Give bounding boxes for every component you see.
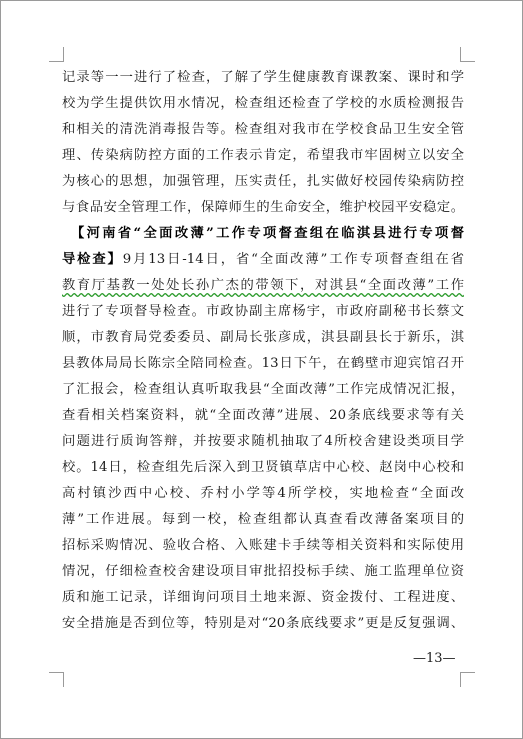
page-number: —13— xyxy=(413,651,456,666)
heading-text-end: 导检查】 xyxy=(62,252,123,267)
text-line-20: 情况，仔细检查校舍建设项目审批招投标手续、施工监理单位资 xyxy=(62,564,464,579)
spellcheck-underline: 教育厅基教一处处长孙广杰的带领下，对淇县“全面改薄”工作 xyxy=(62,278,464,293)
text-line-12: 县教体局局长陈宗全陪同检查。13日下午，在鹤壁市迎宾馆召开 xyxy=(62,356,464,371)
text-line-4: 理、传染病防控方面的工作表示肯定，希望我市牢固树立以安全 xyxy=(62,148,464,163)
text-line-2: 校为学生提供饮用水情况，检查组还检查了学校的水质检测报告 xyxy=(62,96,464,111)
heading-text: 【河南省“全面改薄”工作专项督查组在临淇县进行专项督 xyxy=(62,226,464,241)
body-text xyxy=(62,65,464,637)
text-line-14: 查看相关档案资料，就“全面改薄”进展、20条底线要求等有关 xyxy=(62,408,464,423)
text-line-17: 高村镇沙西中心校、乔村小学等4所学校，实地检查“全面改 xyxy=(62,486,464,501)
text-line-1: 记录等一一进行了检查，了解了学生健康教育课教案、课时和学 xyxy=(62,70,464,85)
text-line-3: 和相关的清洗消毒报告等。检查组对我市在学校食品卫生安全管 xyxy=(62,122,464,137)
text-line-22: 安全措施是否到位等，特别是对“20条底线要求”更是反复强调、 xyxy=(62,616,464,631)
crop-mark-bottom-right xyxy=(460,672,475,687)
crop-mark-top-left xyxy=(49,47,64,62)
section-heading xyxy=(62,221,464,247)
text-line-9 xyxy=(62,273,464,299)
text-line-5: 为核心的思想，加强管理，压实责任，扎实做好校园传染病防控 xyxy=(62,174,464,189)
text-line-6: 与食品安全管理工作，保障师生的生命安全，维护校园平安稳定。 xyxy=(62,200,464,215)
text-line-11: 顺，市教育局党委委员、副局长张彦成，淇县副县长于新乐，淇 xyxy=(62,330,464,345)
text-line-16: 校。14日，检查组先后深入到卫贤镇草店中心校、赵岗中心校和 xyxy=(62,460,464,475)
text-line-18: 薄”工作进展。每到一校，检查组都认真查看改薄备案项目的 xyxy=(62,512,464,527)
crop-mark-top-right xyxy=(460,47,475,62)
text-line-15: 问题进行质询答辩，并按要求随机抽取了4所校舍建设类项目学 xyxy=(62,434,464,449)
text-line-13: 了汇报会，检查组认真听取我县“全面改薄”工作完成情况汇报， xyxy=(62,382,464,397)
text-line-21: 质和施工记录，详细询问项目土地来源、资金拨付、工程进度、 xyxy=(62,590,464,605)
text-line-19: 招标采购情况、验收合格、入账建卡手续等相关资料和实际使用 xyxy=(62,538,464,553)
text-line-8: 导检查】9月13日-14日，省“全面改薄”工作专项督查组在省 xyxy=(62,252,464,267)
crop-mark-bottom-left xyxy=(49,672,64,687)
text-line-10: 进行了专项督导检查。市政协副主席杨宇，市政府副秘书长蔡文 xyxy=(62,304,464,319)
